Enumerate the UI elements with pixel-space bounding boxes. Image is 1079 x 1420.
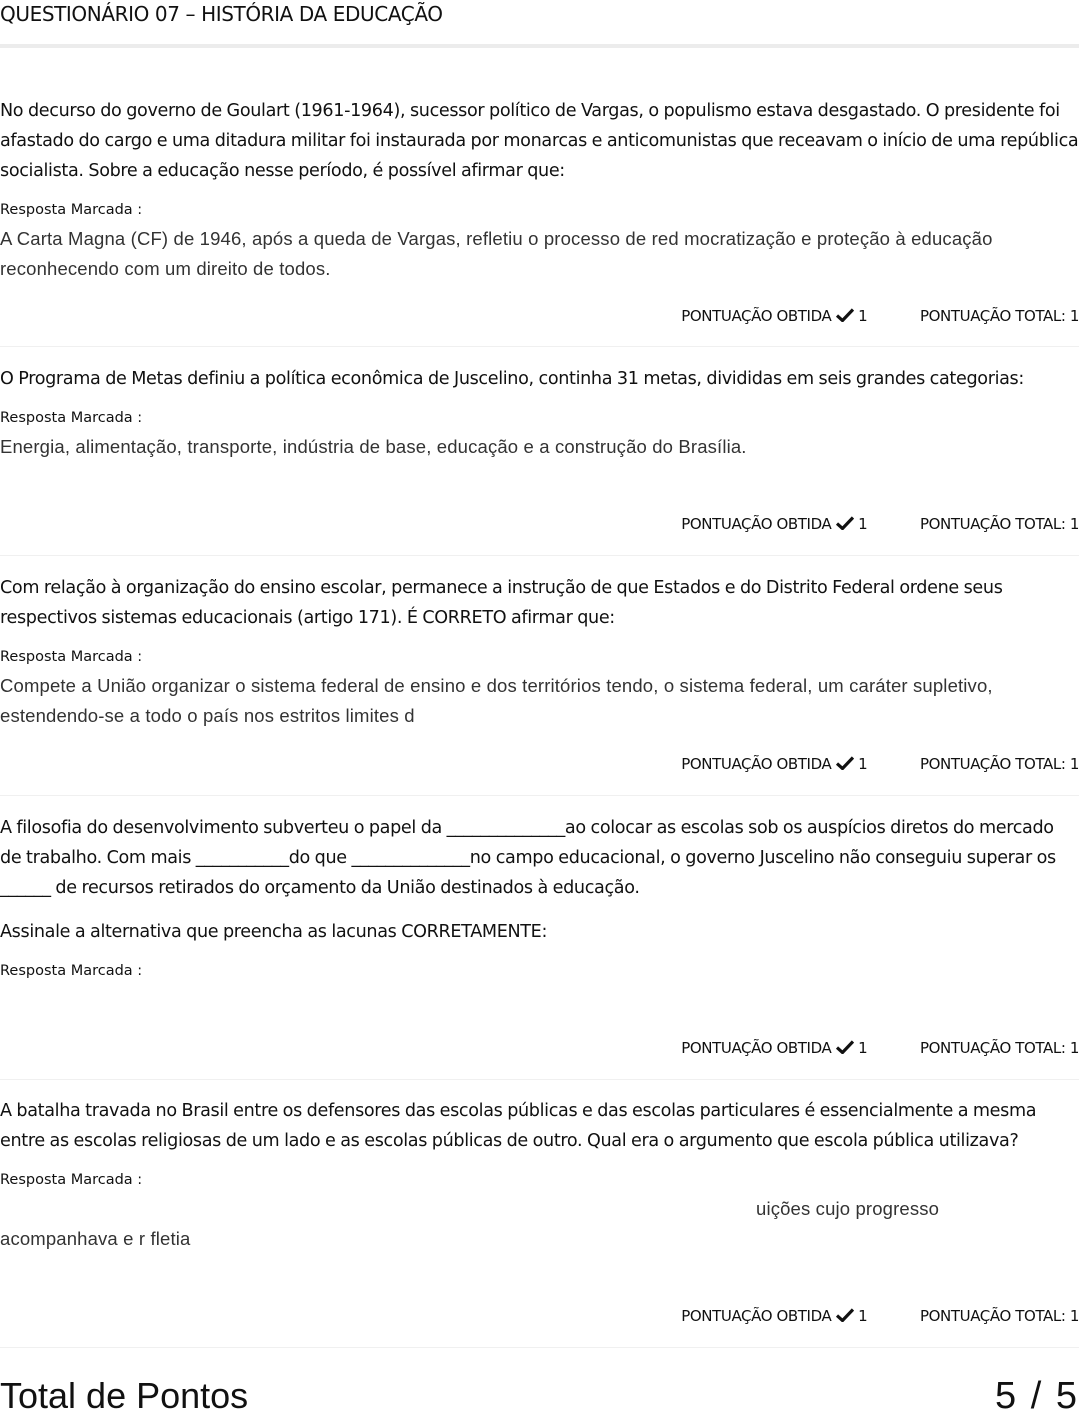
score-obtained-value: 1 bbox=[858, 1307, 868, 1325]
response-label: Resposta Marcada : bbox=[0, 202, 143, 218]
score-total-label: PONTUAÇÃO TOTAL: 1 bbox=[919, 307, 1079, 325]
check-icon bbox=[836, 756, 854, 770]
check-icon bbox=[836, 516, 854, 530]
score-row-4 bbox=[681, 1038, 1079, 1058]
question-2 bbox=[0, 364, 1079, 462]
score-obtained-label: PONTUAÇÃO OBTIDA bbox=[681, 307, 832, 325]
question-2-answer: Energia, alimentação, transporte, indústria de base, educação e a construção do Brasília. bbox=[0, 436, 747, 457]
question-4-answer bbox=[0, 985, 1079, 1045]
question-3-text: Com relação à organização do ensino escolar, permanece a instrução de que Estados e do Distrito Federal ordene seus respectivos sistemas educacionais (artigo 171). É CORRETO afirmar que: bbox=[0, 578, 1003, 628]
score-total-label: PONTUAÇÃO TOTAL: 1 bbox=[919, 515, 1079, 533]
score-obtained-label: PONTUAÇÃO OBTIDA bbox=[681, 515, 832, 533]
total-label: Total de Pontos bbox=[0, 1375, 249, 1416]
score-obtained-label: PONTUAÇÃO OBTIDA bbox=[681, 1307, 832, 1325]
score-row-5 bbox=[681, 1306, 1079, 1326]
score-obtained-label: PONTUAÇÃO OBTIDA bbox=[681, 755, 832, 773]
score-row-3 bbox=[681, 754, 1079, 774]
response-label: Resposta Marcada : bbox=[0, 410, 143, 426]
score-obtained-label: PONTUAÇÃO OBTIDA bbox=[681, 1039, 832, 1057]
question-1 bbox=[0, 96, 1079, 284]
question-5-answer bbox=[0, 1194, 1079, 1254]
question-1-text: No decurso do governo de Goulart (1961-1964), sucessor político de Vargas, o populismo estava desgastado. O presidente foi afastado do cargo e uma ditadura militar foi instaurada por monarcas e anticomunistas que receavam o início de uma república socialista. Sobre a educação nesse período, é possível afirmar que: bbox=[0, 101, 1079, 181]
question-divider bbox=[0, 1079, 1079, 1080]
score-obtained-value: 1 bbox=[858, 307, 868, 325]
question-divider bbox=[0, 346, 1079, 347]
question-4-instruction: Assinale a alternativa que preencha as lacunas CORRETAMENTE: bbox=[0, 922, 548, 942]
question-5-text: A batalha travada no Brasil entre os defensores das escolas públicas e das escolas particulares é essencialmente a mesma entre as escolas religiosas de um lado e as escolas públicas de outro. Qual era o argumento que escola pública utilizava? bbox=[0, 1101, 1037, 1151]
question-divider bbox=[0, 1347, 1079, 1348]
score-total-label: PONTUAÇÃO TOTAL: 1 bbox=[919, 755, 1079, 773]
question-5-answer-line-1: uições cujo progresso bbox=[756, 1198, 940, 1219]
question-4 bbox=[0, 813, 1079, 1045]
score-total-label: PONTUAÇÃO TOTAL: 1 bbox=[919, 1307, 1079, 1325]
question-divider bbox=[0, 555, 1079, 556]
question-5-answer-line-2: acompanhava e r fletia bbox=[0, 1228, 191, 1249]
score-total-label: PONTUAÇÃO TOTAL: 1 bbox=[919, 1039, 1079, 1057]
response-label: Resposta Marcada : bbox=[0, 649, 143, 665]
response-label: Resposta Marcada : bbox=[0, 963, 143, 979]
score-obtained-value: 1 bbox=[858, 1039, 868, 1057]
check-icon bbox=[836, 1040, 854, 1054]
title-divider bbox=[0, 44, 1079, 48]
score-row-2 bbox=[681, 514, 1079, 534]
question-1-answer: A Carta Magna (CF) de 1946, após a queda de Vargas, refletiu o processo de red mocratização e proteção à educação reconhecendo com um direito de todos. bbox=[0, 228, 993, 279]
total-value: 5 / 5 bbox=[995, 1375, 1079, 1417]
score-row-1 bbox=[681, 306, 1079, 326]
question-5 bbox=[0, 1096, 1079, 1254]
question-divider bbox=[0, 795, 1079, 796]
question-3-answer: Compete a União organizar o sistema federal de ensino e dos territórios tendo, o sistema federal, um caráter supletivo, estendendo-se a todo o país nos estritos limites d bbox=[0, 675, 993, 726]
check-icon bbox=[836, 308, 854, 322]
check-icon bbox=[836, 1308, 854, 1322]
response-label: Resposta Marcada : bbox=[0, 1172, 143, 1188]
question-2-text: O Programa de Metas definiu a política econômica de Juscelino, continha 31 metas, divididas em seis grandes categorias: bbox=[0, 369, 1024, 389]
question-3 bbox=[0, 573, 1079, 731]
page-title: QUESTIONÁRIO 07 – HISTÓRIA DA EDUCAÇÃO bbox=[0, 2, 443, 26]
score-obtained-value: 1 bbox=[858, 755, 868, 773]
question-4-text: A filosofia do desenvolvimento subverteu o papel da ______________ao colocar as escolas sob os auspícios diretos do mercado de trabalho. Com mais ___________do que ______________no campo educacional, o governo Juscelino não conseguiu superar os ______ de recursos retirados do orçamento da União destinados à educação. bbox=[0, 818, 1056, 898]
score-obtained-value: 1 bbox=[858, 515, 868, 533]
